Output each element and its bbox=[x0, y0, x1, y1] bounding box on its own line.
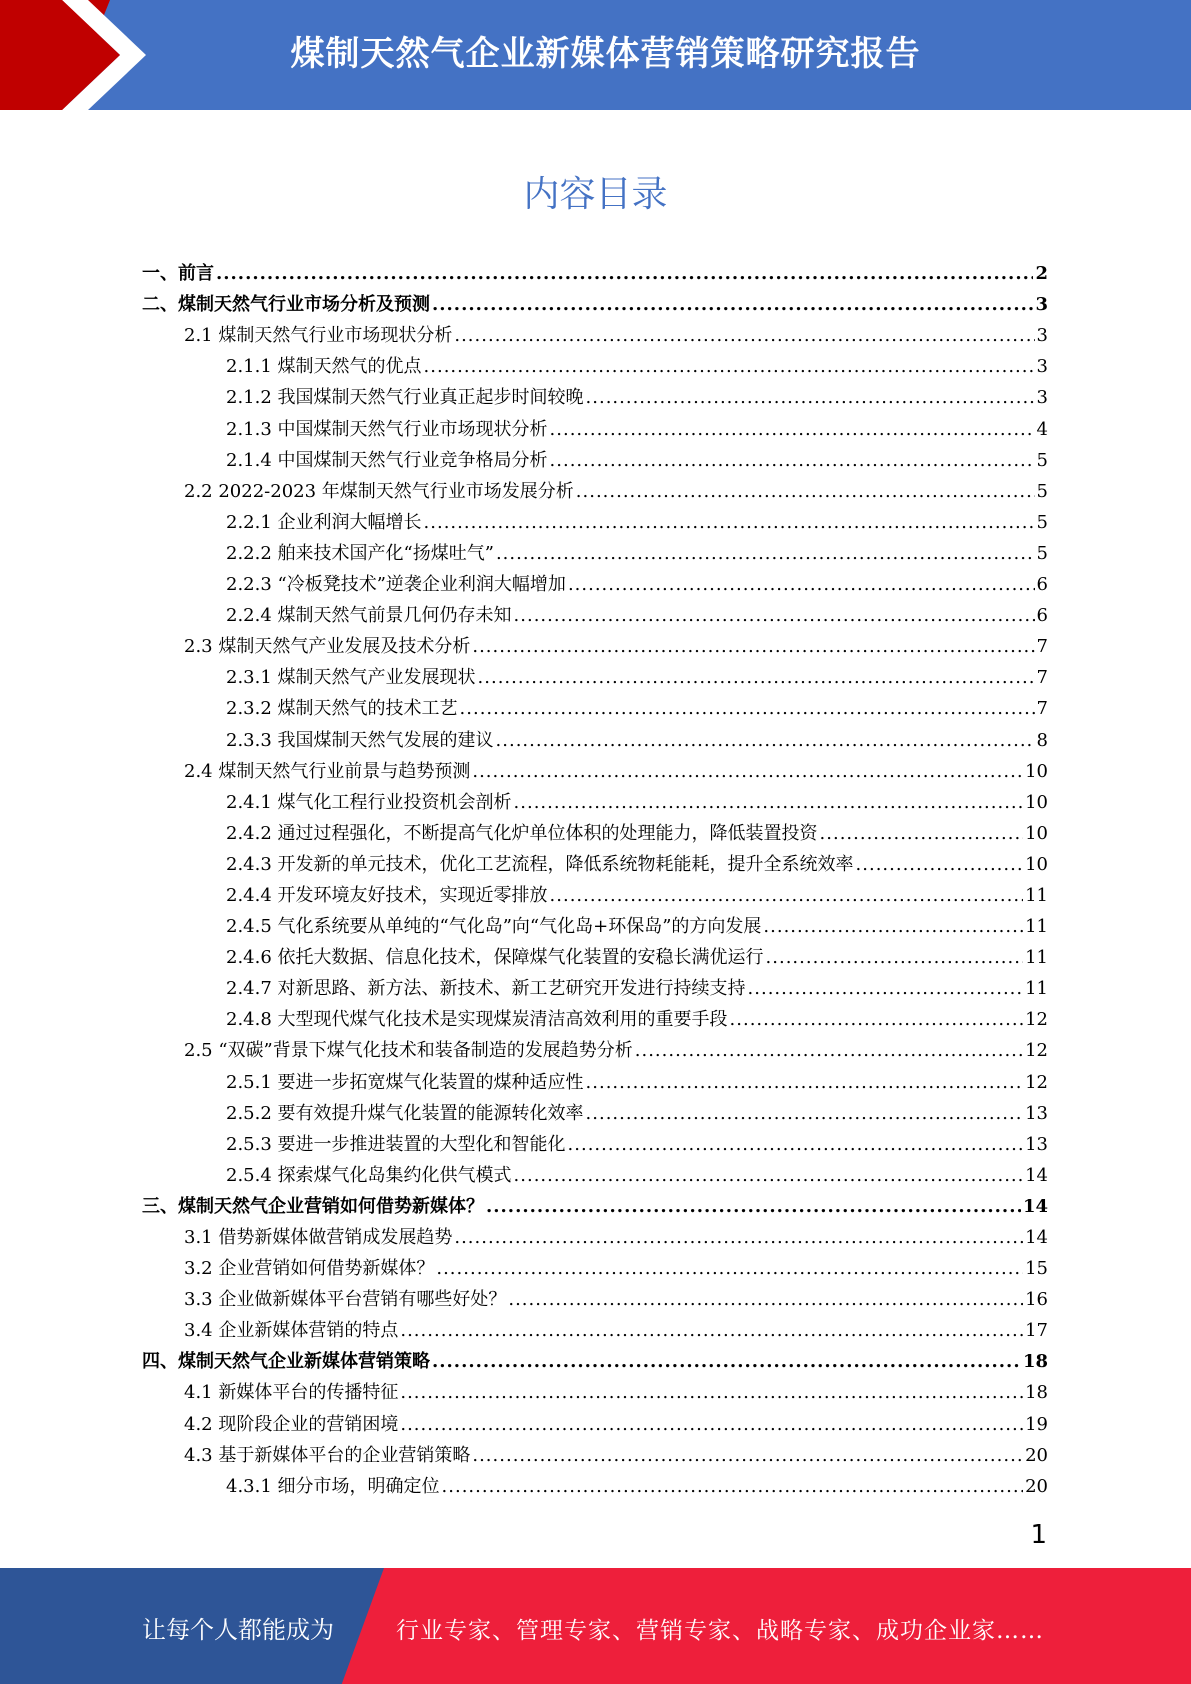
toc-leader-dots bbox=[216, 263, 1033, 285]
toc-entry[interactable] bbox=[142, 1062, 1048, 1093]
toc-entry-page: 12 bbox=[1025, 1071, 1048, 1093]
toc-entry-page: 5 bbox=[1036, 480, 1048, 502]
toc-leader-dots bbox=[550, 450, 1035, 472]
toc-leader-dots bbox=[730, 1009, 1024, 1031]
toc-entry-label: 2.2.4 煤制天然气前景几何仍存未知 bbox=[226, 605, 512, 627]
toc-entry-page: 12 bbox=[1025, 1040, 1048, 1062]
toc-entry-label: 2.3.2 煤制天然气的技术工艺 bbox=[226, 698, 458, 720]
toc-leader-dots bbox=[568, 574, 1035, 596]
toc-entry-page: 7 bbox=[1036, 636, 1048, 658]
toc-entry-label: 2.2 2022-2023 年煤制天然气行业市场发展分析 bbox=[184, 480, 574, 502]
toc-entry[interactable] bbox=[142, 938, 1048, 969]
toc-entry[interactable] bbox=[142, 1280, 1048, 1311]
toc-leader-dots bbox=[432, 294, 1033, 316]
table-of-contents bbox=[142, 254, 1048, 1498]
toc-leader-dots bbox=[400, 1382, 1023, 1404]
toc-heading: 内容目录 bbox=[523, 174, 668, 215]
toc-leader-dots bbox=[508, 1289, 1023, 1311]
toc-entry-label: 2.2.2 舶来技术国产化“扬煤吐气” bbox=[226, 542, 494, 564]
toc-entry[interactable] bbox=[142, 1094, 1048, 1125]
toc-entry-label: 2.2.1 企业利润大幅增长 bbox=[226, 511, 422, 533]
toc-entry[interactable] bbox=[142, 254, 1048, 285]
toc-leader-dots bbox=[454, 325, 1034, 347]
toc-entry-page: 11 bbox=[1025, 884, 1048, 906]
toc-entry-label: 一、前言 bbox=[142, 263, 214, 285]
toc-leader-dots bbox=[436, 1258, 1023, 1280]
toc-entry-page: 12 bbox=[1025, 1009, 1048, 1031]
toc-entry-label: 3.3 企业做新媒体平台营销有哪些好处？ bbox=[184, 1289, 507, 1311]
toc-entry-label: 4.3.1 细分市场，明确定位 bbox=[226, 1475, 440, 1497]
toc-entry-page: 13 bbox=[1025, 1102, 1048, 1124]
toc-leader-dots bbox=[424, 356, 1035, 378]
toc-entry-label: 2.1.3 中国煤制天然气行业市场现状分析 bbox=[226, 418, 548, 440]
toc-leader-dots bbox=[576, 481, 1035, 503]
toc-leader-dots bbox=[514, 792, 1024, 814]
toc-entry-page: 6 bbox=[1036, 574, 1048, 596]
toc-entry-page: 7 bbox=[1036, 698, 1048, 720]
toc-entry[interactable] bbox=[142, 814, 1048, 845]
toc-entry[interactable] bbox=[142, 316, 1048, 347]
toc-leader-dots bbox=[586, 387, 1035, 409]
toc-entry-page: 19 bbox=[1025, 1413, 1048, 1435]
toc-entry[interactable] bbox=[142, 845, 1048, 876]
toc-entry[interactable] bbox=[142, 1156, 1048, 1187]
toc-leader-dots bbox=[460, 698, 1035, 720]
toc-entry-page: 14 bbox=[1025, 1164, 1048, 1186]
toc-entry-page: 11 bbox=[1025, 916, 1048, 938]
toc-entry-page: 10 bbox=[1025, 760, 1048, 782]
toc-leader-dots bbox=[424, 512, 1035, 534]
toc-entry-label: 2.5.3 要进一步推进装置的大型化和智能化 bbox=[226, 1133, 566, 1155]
toc-entry-page: 17 bbox=[1025, 1320, 1048, 1342]
toc-entry-page: 20 bbox=[1025, 1444, 1048, 1466]
toc-entry-label: 2.1.1 煤制天然气的优点 bbox=[226, 356, 422, 378]
toc-entry-page: 13 bbox=[1025, 1133, 1048, 1155]
toc-leader-dots bbox=[472, 1445, 1023, 1467]
toc-leader-dots bbox=[766, 947, 1024, 969]
toc-leader-dots bbox=[514, 1165, 1024, 1187]
toc-leader-dots bbox=[432, 1351, 1021, 1373]
toc-entry[interactable] bbox=[142, 1311, 1048, 1342]
toc-entry-label: 2.5.2 要有效提升煤气化装置的能源转化效率 bbox=[226, 1102, 584, 1124]
toc-entry-page: 2 bbox=[1035, 263, 1048, 285]
toc-entry[interactable] bbox=[142, 1218, 1048, 1249]
footer-slogan-right: 行业专家、管理专家、营销专家、战略专家、成功企业家…… bbox=[396, 1618, 1044, 1644]
toc-entry-label: 2.4.1 煤气化工程行业投资机会剖析 bbox=[226, 791, 512, 813]
toc-entry-label: 2.4.5 气化系统要从单纯的“气化岛”向“气化岛+环保岛”的方向发展 bbox=[226, 916, 762, 938]
toc-leader-dots bbox=[635, 1040, 1023, 1062]
toc-entry[interactable] bbox=[142, 907, 1048, 938]
toc-leader-dots bbox=[454, 1227, 1023, 1249]
toc-entry-label: 四、煤制天然气企业新媒体营销策略 bbox=[142, 1351, 430, 1373]
toc-entry-label: 3.4 企业新媒体营销的特点 bbox=[184, 1320, 399, 1342]
toc-entry-page: 5 bbox=[1036, 511, 1048, 533]
toc-entry[interactable] bbox=[142, 969, 1048, 1000]
toc-entry[interactable] bbox=[142, 409, 1048, 440]
toc-entry[interactable] bbox=[142, 783, 1048, 814]
toc-entry-label: 3.2 企业营销如何借势新媒体？ bbox=[184, 1258, 435, 1280]
toc-entry-label: 2.5.4 探索煤气化岛集约化供气模式 bbox=[226, 1164, 512, 1186]
toc-entry[interactable] bbox=[142, 565, 1048, 596]
toc-entry-label: 2.3.3 我国煤制天然气发展的建议 bbox=[226, 729, 494, 751]
footer-banner bbox=[0, 1568, 1191, 1684]
toc-entry-label: 2.4.3 开发新的单元技术，优化工艺流程，降低系统物耗能耗，提升全系统效率 bbox=[226, 853, 854, 875]
toc-entry[interactable] bbox=[142, 1467, 1048, 1498]
toc-leader-dots bbox=[586, 1103, 1024, 1125]
toc-entry-label: 2.2.3 “冷板凳技术”逆袭企业利润大幅增加 bbox=[226, 574, 566, 596]
toc-leader-dots bbox=[550, 419, 1035, 441]
toc-entry[interactable] bbox=[142, 627, 1048, 658]
toc-leader-dots bbox=[763, 916, 1023, 938]
toc-entry-page: 20 bbox=[1025, 1475, 1048, 1497]
toc-entry-label: 2.1 煤制天然气行业市场现状分析 bbox=[184, 325, 453, 347]
toc-entry[interactable] bbox=[142, 1373, 1048, 1404]
toc-entry-page: 3 bbox=[1036, 387, 1048, 409]
toc-entry[interactable] bbox=[142, 347, 1048, 378]
toc-entry-page: 14 bbox=[1022, 1195, 1048, 1217]
toc-entry-page: 18 bbox=[1025, 1382, 1048, 1404]
toc-entry[interactable] bbox=[142, 503, 1048, 534]
toc-leader-dots bbox=[586, 1072, 1024, 1094]
toc-entry[interactable] bbox=[142, 1000, 1048, 1031]
toc-entry[interactable] bbox=[142, 689, 1048, 720]
toc-entry[interactable] bbox=[142, 596, 1048, 627]
toc-leader-dots bbox=[472, 636, 1034, 658]
toc-entry[interactable] bbox=[142, 1342, 1048, 1373]
toc-entry-page: 11 bbox=[1025, 947, 1048, 969]
toc-leader-dots bbox=[550, 885, 1024, 907]
toc-entry[interactable] bbox=[142, 1249, 1048, 1280]
toc-entry-label: 2.4.4 开发环境友好技术，实现近零排放 bbox=[226, 884, 548, 906]
toc-leader-dots bbox=[478, 667, 1035, 689]
toc-entry-label: 2.4.2 通过过程强化，不断提高气化炉单位体积的处理能力，降低装置投资 bbox=[226, 822, 818, 844]
toc-entry-label: 2.4 煤制天然气行业前景与趋势预测 bbox=[184, 760, 471, 782]
toc-entry-page: 6 bbox=[1036, 605, 1048, 627]
toc-entry-page: 10 bbox=[1025, 822, 1048, 844]
toc-entry-page: 8 bbox=[1036, 729, 1048, 751]
toc-entry-page: 5 bbox=[1036, 449, 1048, 471]
toc-entry-label: 4.1 新媒体平台的传播特征 bbox=[184, 1382, 399, 1404]
toc-entry-page: 16 bbox=[1025, 1289, 1048, 1311]
toc-entry-label: 4.3 基于新媒体平台的企业营销策略 bbox=[184, 1444, 471, 1466]
toc-entry[interactable] bbox=[142, 534, 1048, 565]
toc-entry[interactable] bbox=[142, 1125, 1048, 1156]
report-title: 煤制天然气企业新媒体营销策略研究报告 bbox=[290, 34, 921, 74]
toc-entry-label: 2.3 煤制天然气产业发展及技术分析 bbox=[184, 636, 471, 658]
toc-entry-page: 7 bbox=[1036, 667, 1048, 689]
toc-entry-label: 2.4.7 对新思路、新方法、新技术、新工艺研究开发进行持续支持 bbox=[226, 978, 746, 1000]
toc-leader-dots bbox=[856, 854, 1024, 876]
toc-leader-dots bbox=[400, 1320, 1023, 1342]
footer-slogan-left: 让每个人都能成为 bbox=[142, 1616, 334, 1644]
toc-entry-page: 10 bbox=[1025, 791, 1048, 813]
toc-entry-label: 二、煤制天然气行业市场分析及预测 bbox=[142, 294, 430, 316]
toc-entry[interactable] bbox=[142, 441, 1048, 472]
toc-entry-page: 3 bbox=[1036, 356, 1048, 378]
toc-entry-page: 18 bbox=[1022, 1351, 1048, 1373]
toc-entry[interactable] bbox=[142, 1436, 1048, 1467]
toc-entry-label: 三、煤制天然气企业营销如何借势新媒体？ bbox=[142, 1195, 484, 1217]
toc-entry-label: 2.5 “双碳”背景下煤气化技术和装备制造的发展趋势分析 bbox=[184, 1040, 633, 1062]
toc-entry-label: 3.1 借势新媒体做营销成发展趋势 bbox=[184, 1227, 453, 1248]
toc-entry-label: 2.1.2 我国煤制天然气行业真正起步时间较晚 bbox=[226, 387, 584, 409]
toc-entry-label: 2.4.6 依托大数据、信息化技术，保障煤气化装置的安稳长满优运行 bbox=[226, 947, 764, 969]
toc-leader-dots bbox=[400, 1414, 1023, 1436]
header-banner bbox=[0, 0, 1191, 110]
toc-entry-label: 2.1.4 中国煤制天然气行业竞争格局分析 bbox=[226, 449, 548, 471]
toc-entry[interactable] bbox=[142, 658, 1048, 689]
toc-leader-dots bbox=[568, 1134, 1024, 1156]
toc-entry[interactable] bbox=[142, 472, 1048, 503]
toc-leader-dots bbox=[514, 605, 1035, 627]
toc-entry[interactable] bbox=[142, 876, 1048, 907]
toc-entry-page: 10 bbox=[1025, 853, 1048, 875]
toc-entry-page: 14 bbox=[1025, 1227, 1048, 1248]
page-number: 1 bbox=[1030, 1520, 1047, 1550]
toc-leader-dots bbox=[496, 543, 1035, 565]
toc-entry-label: 2.5.1 要进一步拓宽煤气化装置的煤种适应性 bbox=[226, 1071, 584, 1093]
toc-entry-label: 2.4.8 大型现代煤气化技术是实现煤炭清洁高效利用的重要手段 bbox=[226, 1009, 728, 1031]
toc-entry-page: 11 bbox=[1025, 978, 1048, 1000]
toc-leader-dots bbox=[820, 823, 1024, 845]
toc-leader-dots bbox=[442, 1476, 1024, 1498]
toc-entry[interactable] bbox=[142, 1031, 1048, 1062]
toc-entry[interactable] bbox=[142, 1404, 1048, 1435]
toc-entry[interactable] bbox=[142, 378, 1048, 409]
toc-leader-dots bbox=[472, 761, 1023, 783]
toc-entry-page: 15 bbox=[1025, 1258, 1048, 1280]
toc-entry-label: 2.3.1 煤制天然气产业发展现状 bbox=[226, 667, 476, 689]
toc-entry-label: 4.2 现阶段企业的营销困境 bbox=[184, 1413, 399, 1435]
toc-entry[interactable] bbox=[142, 720, 1048, 751]
toc-leader-dots bbox=[496, 730, 1035, 752]
toc-entry-page: 3 bbox=[1035, 294, 1048, 316]
toc-leader-dots bbox=[748, 978, 1024, 1000]
toc-entry-page: 3 bbox=[1036, 325, 1048, 347]
toc-entry[interactable] bbox=[142, 285, 1048, 316]
toc-entry-page: 5 bbox=[1036, 542, 1048, 564]
toc-entry-page: 4 bbox=[1036, 418, 1048, 440]
toc-leader-dots bbox=[486, 1196, 1021, 1218]
toc-entry[interactable] bbox=[142, 752, 1048, 783]
toc-entry[interactable] bbox=[142, 1187, 1048, 1218]
